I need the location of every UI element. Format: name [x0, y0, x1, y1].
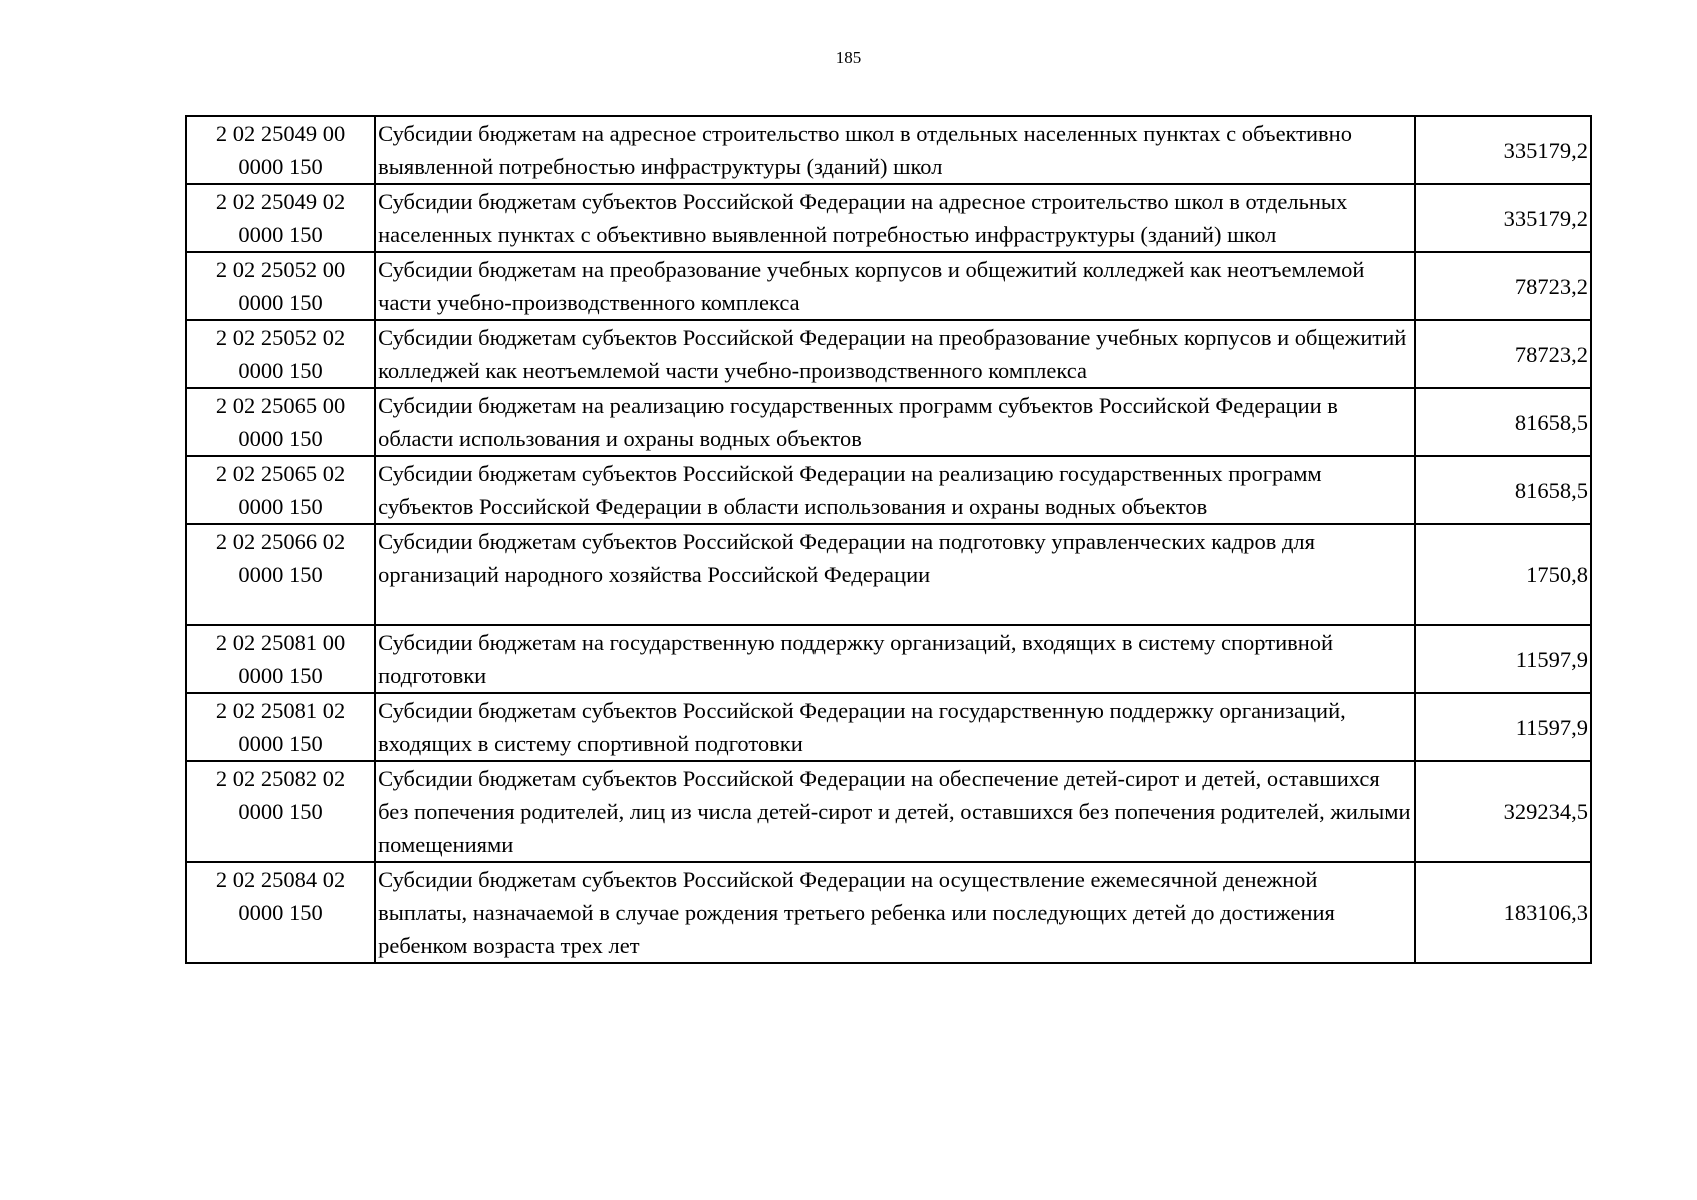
- table-row: [186, 184, 1591, 252]
- code-line: 0000 150: [238, 562, 323, 587]
- code-cell: [186, 524, 375, 625]
- code-line: 0000 150: [238, 900, 323, 925]
- name-cell: Субсидии бюджетам субъектов Российской Федерации на подготовку управленческих кадров для организаций народного хозяйства Российской Федерации: [375, 524, 1415, 625]
- name-cell: Субсидии бюджетам субъектов Российской Федерации на реализацию государственных программ субъектов Российской Федерации в области использования и охраны водных объектов: [375, 456, 1415, 524]
- code-line: 2 02 25082 02: [215, 766, 346, 791]
- table-row: [186, 252, 1591, 320]
- amount-cell: 81658,5: [1415, 456, 1591, 524]
- code-line: 0000 150: [238, 222, 323, 247]
- amount-cell: 81658,5: [1415, 388, 1591, 456]
- name-cell: Субсидии бюджетам на реализацию государственных программ субъектов Российской Федерации в области использования и охраны водных объектов: [375, 388, 1415, 456]
- table-row: [186, 388, 1591, 456]
- name-cell: Субсидии бюджетам субъектов Российской Федерации на государственную поддержку организаций, входящих в систему спортивной подготовки: [375, 693, 1415, 761]
- code-cell: [186, 252, 375, 320]
- amount-cell: 335179,2: [1415, 184, 1591, 252]
- name-cell: Субсидии бюджетам субъектов Российской Федерации на осуществление ежемесячной денежной выплаты, назначаемой в случае рождения третьего ребенка или последующих детей до достижения ребенком возраста трех лет: [375, 862, 1415, 963]
- name-cell: Субсидии бюджетам субъектов Российской Федерации на преобразование учебных корпусов и общежитий колледжей как неотъемлемой части учебно-производственного комплекса: [375, 320, 1415, 388]
- amount-cell: 1750,8: [1415, 524, 1591, 625]
- amount-cell: 78723,2: [1415, 320, 1591, 388]
- name-cell: Субсидии бюджетам субъектов Российской Федерации на обеспечение детей-сирот и детей, оставшихся без попечения родителей, лиц из числа детей-сирот и детей, оставшихся без попечения родителей, жилыми помещениями: [375, 761, 1415, 862]
- code-line: 0000 150: [238, 358, 323, 383]
- code-line: 0000 150: [238, 731, 323, 756]
- code-cell: [186, 625, 375, 693]
- budget-table: [185, 115, 1592, 964]
- name-cell: Субсидии бюджетам субъектов Российской Федерации на адресное строительство школ в отдельных населенных пунктах с объективно выявленной потребностью инфраструктуры (зданий) школ: [375, 184, 1415, 252]
- amount-cell: 329234,5: [1415, 761, 1591, 862]
- amount-cell: 11597,9: [1415, 693, 1591, 761]
- amount-cell: 183106,3: [1415, 862, 1591, 963]
- code-cell: [186, 693, 375, 761]
- code-line: 2 02 25081 00: [215, 630, 346, 655]
- amount-cell: 335179,2: [1415, 116, 1591, 184]
- code-line: 0000 150: [238, 663, 323, 688]
- code-line: 2 02 25049 02: [215, 189, 346, 214]
- table-row: [186, 693, 1591, 761]
- name-cell: Субсидии бюджетам на государственную поддержку организаций, входящих в систему спортивной подготовки: [375, 625, 1415, 693]
- code-line: 2 02 25052 00: [215, 257, 346, 282]
- table-row: [186, 456, 1591, 524]
- code-line: 0000 150: [238, 799, 323, 824]
- table-row: [186, 320, 1591, 388]
- code-cell: [186, 184, 375, 252]
- code-line: 2 02 25066 02: [215, 529, 346, 554]
- code-cell: [186, 862, 375, 963]
- code-line: 2 02 25084 02: [215, 867, 346, 892]
- table-row: [186, 625, 1591, 693]
- table-row: [186, 116, 1591, 184]
- code-line: 2 02 25049 00: [215, 121, 346, 146]
- code-line: 0000 150: [238, 154, 323, 179]
- code-cell: [186, 456, 375, 524]
- code-cell: [186, 116, 375, 184]
- code-line: 2 02 25065 02: [215, 461, 346, 486]
- code-cell: [186, 320, 375, 388]
- amount-cell: 11597,9: [1415, 625, 1591, 693]
- code-line: 2 02 25081 02: [215, 698, 346, 723]
- code-line: 0000 150: [238, 290, 323, 315]
- amount-cell: 78723,2: [1415, 252, 1591, 320]
- code-line: 2 02 25052 02: [215, 325, 346, 350]
- code-cell: [186, 388, 375, 456]
- table-row: [186, 524, 1591, 625]
- code-line: 0000 150: [238, 426, 323, 451]
- table-row: [186, 862, 1591, 963]
- table-row: [186, 761, 1591, 862]
- name-cell: Субсидии бюджетам на адресное строительство школ в отдельных населенных пунктах с объективно выявленной потребностью инфраструктуры (зданий) школ: [375, 116, 1415, 184]
- code-line: 0000 150: [238, 494, 323, 519]
- code-line: 2 02 25065 00: [215, 393, 346, 418]
- page-number: 185: [835, 48, 862, 67]
- code-cell: [186, 761, 375, 862]
- name-cell: Субсидии бюджетам на преобразование учебных корпусов и общежитий колледжей как неотъемлемой части учебно-производственного комплекса: [375, 252, 1415, 320]
